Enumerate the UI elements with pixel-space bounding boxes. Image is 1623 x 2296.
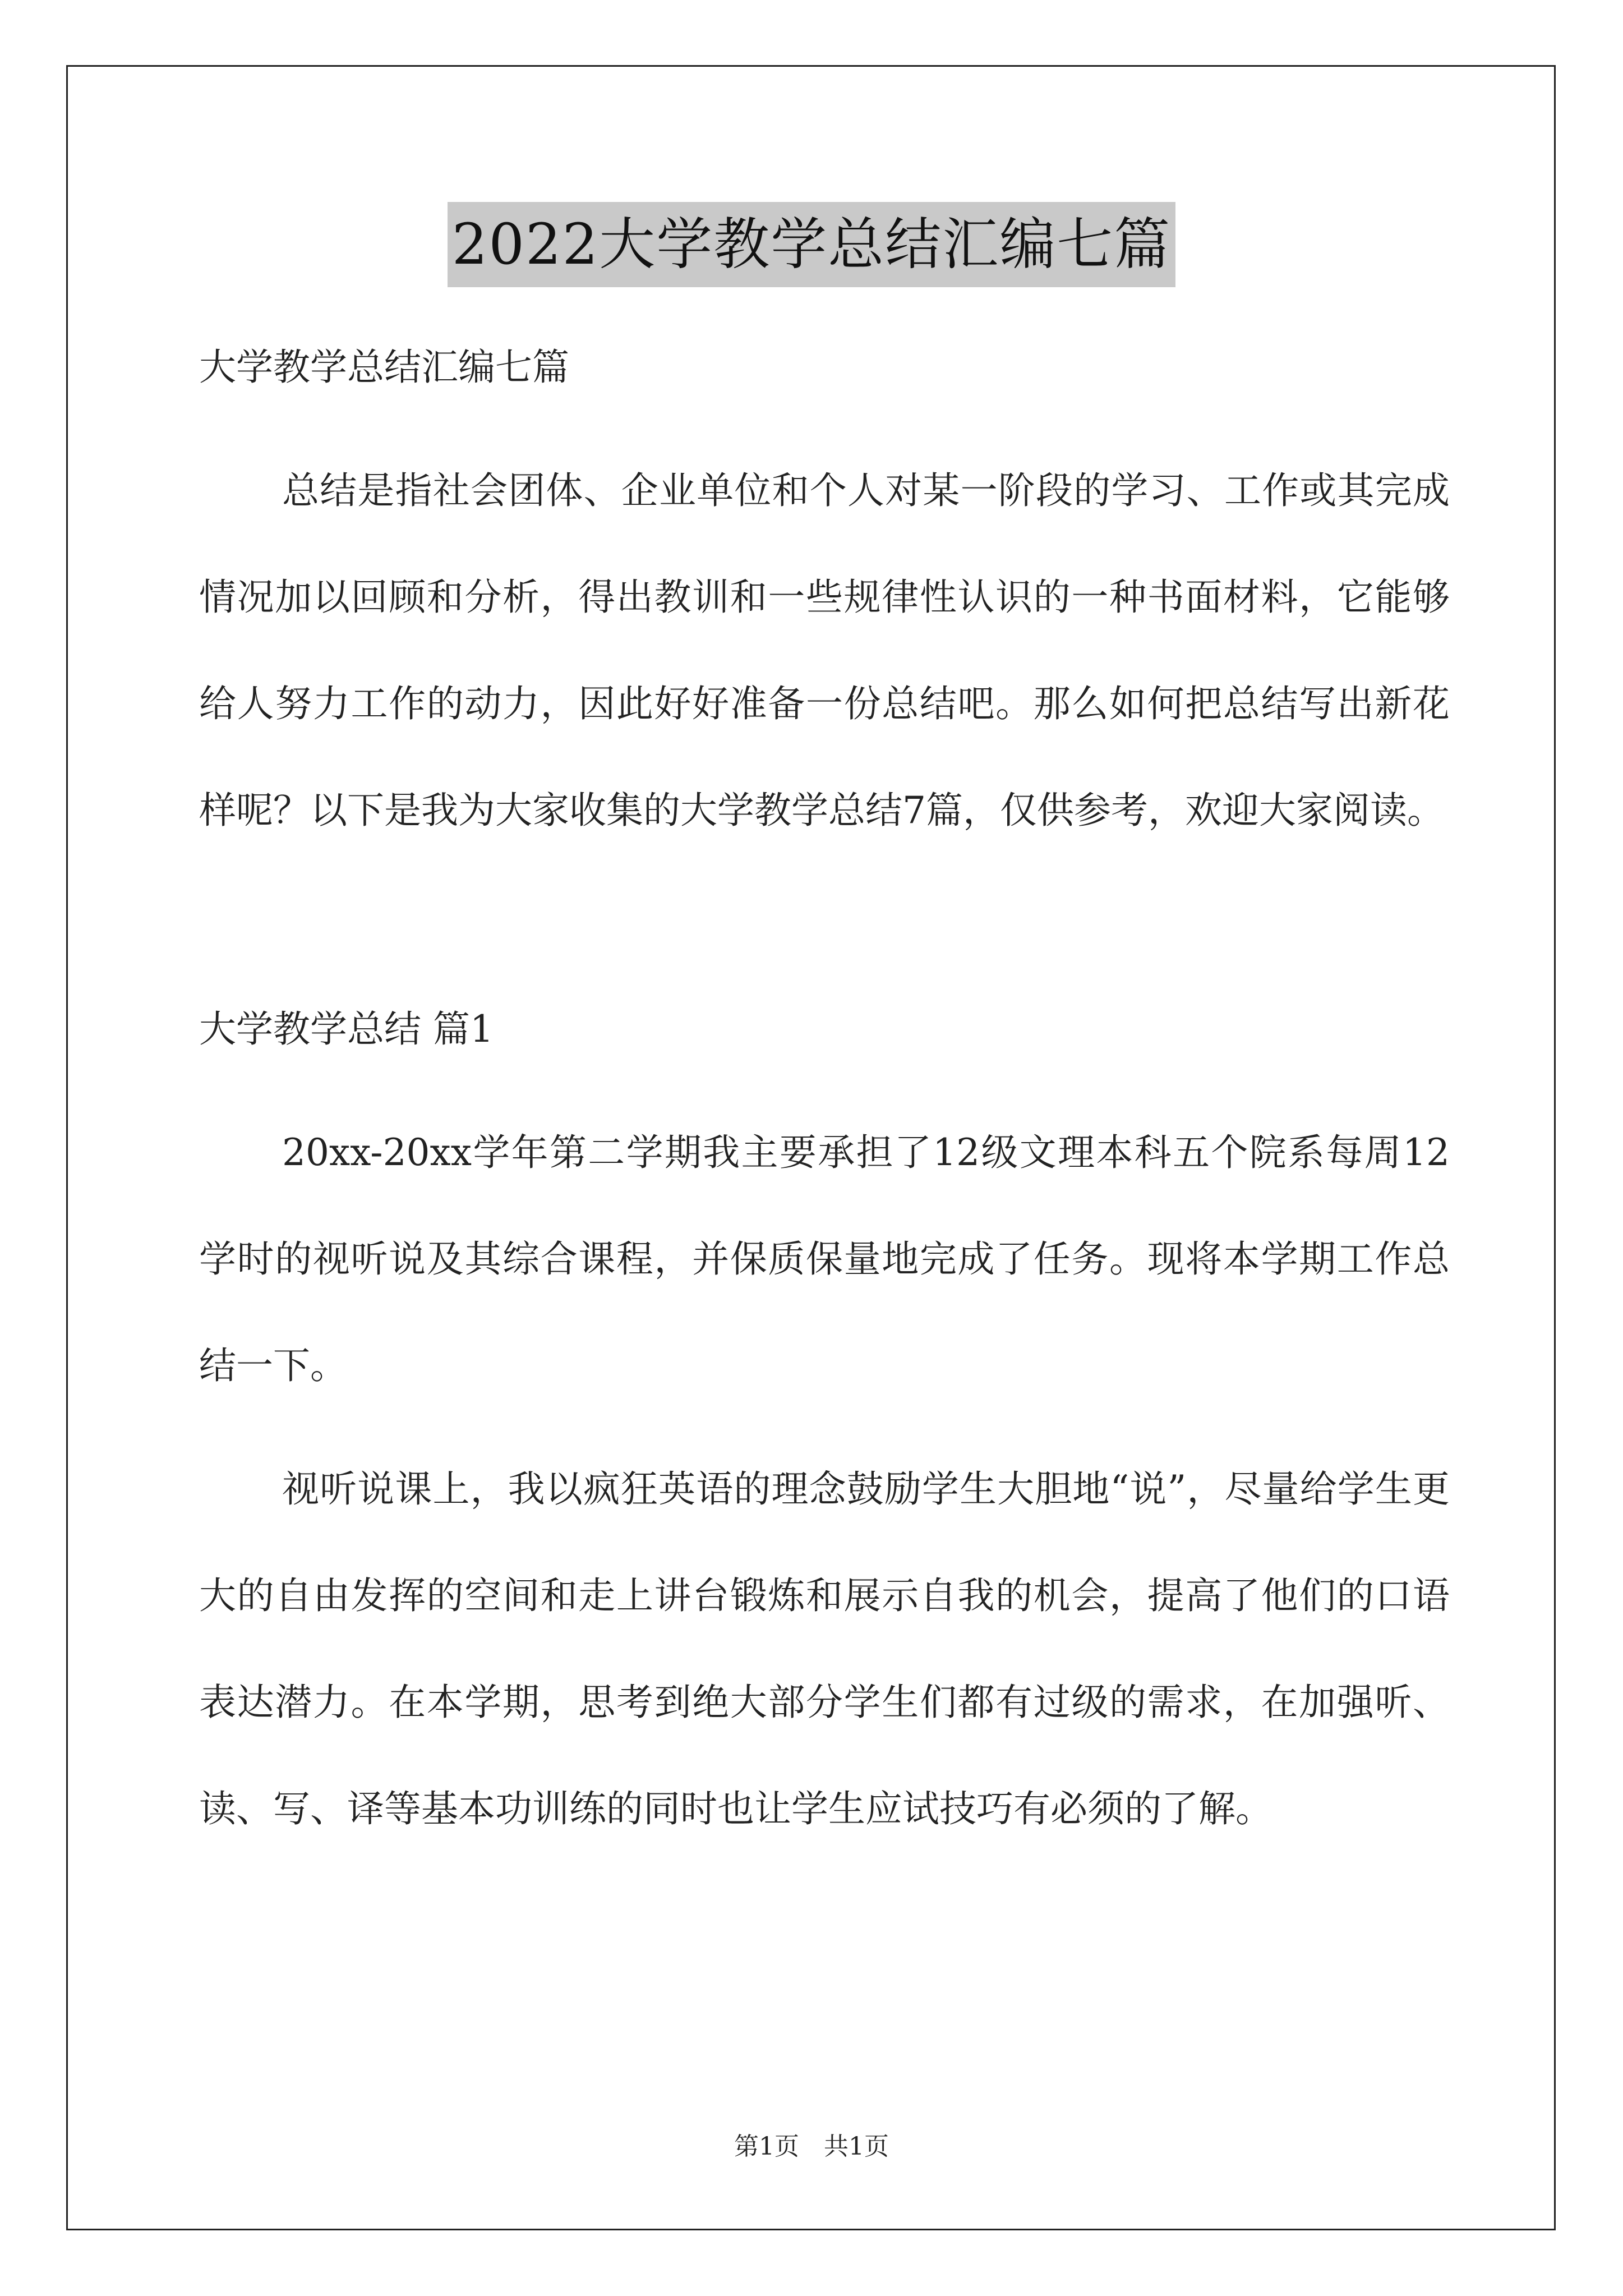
body-paragraph-2: 视听说课上，我以疯狂英语的理念鼓励学生大胆地“说”，尽量给学生更大的自由发挥的空间和走上讲台锻炼和展示自我的机会，提高了他们的口语表达潜力。在本学期，思考到绝大部分学生们都有过级的需求，在加强听、读、写、译等基本功训练的同时也让学生应试技巧有必须的了解。 — [199, 1467, 1450, 1830]
spacer — [199, 421, 1450, 438]
document-body — [199, 314, 1450, 1862]
spacer — [199, 864, 1450, 976]
document-subtitle: 大学教学总结汇编七篇 — [199, 346, 569, 389]
spacer — [199, 1419, 1450, 1436]
document-title: 2022大学教学总结汇编七篇 — [448, 202, 1176, 287]
section-heading: 大学教学总结 篇1 — [199, 1007, 494, 1051]
body-paragraph-1: 20xx-20xx学年第二学期我主要承担了12级文理本科五个院系每周12学时的视听说及其综合课程，并保质保量地完成了任务。现将本学期工作总结一下。 — [199, 1131, 1450, 1387]
page-footer: 第1页 共1页 — [734, 2132, 889, 2161]
spacer — [199, 1083, 1450, 1099]
intro-paragraph: 总结是指社会团体、企业单位和个人对某一阶段的学习、工作或其完成情况加以回顾和分析，得出教训和一些规律性认识的一种书面材料，它能够给人努力工作的动力，因此好好准备一份总结吧。那么如何把总结写出新花样呢？以下是我为大家收集的大学教学总结7篇，仅供参考，欢迎大家阅读。 — [199, 469, 1450, 832]
title-container — [0, 202, 1623, 287]
